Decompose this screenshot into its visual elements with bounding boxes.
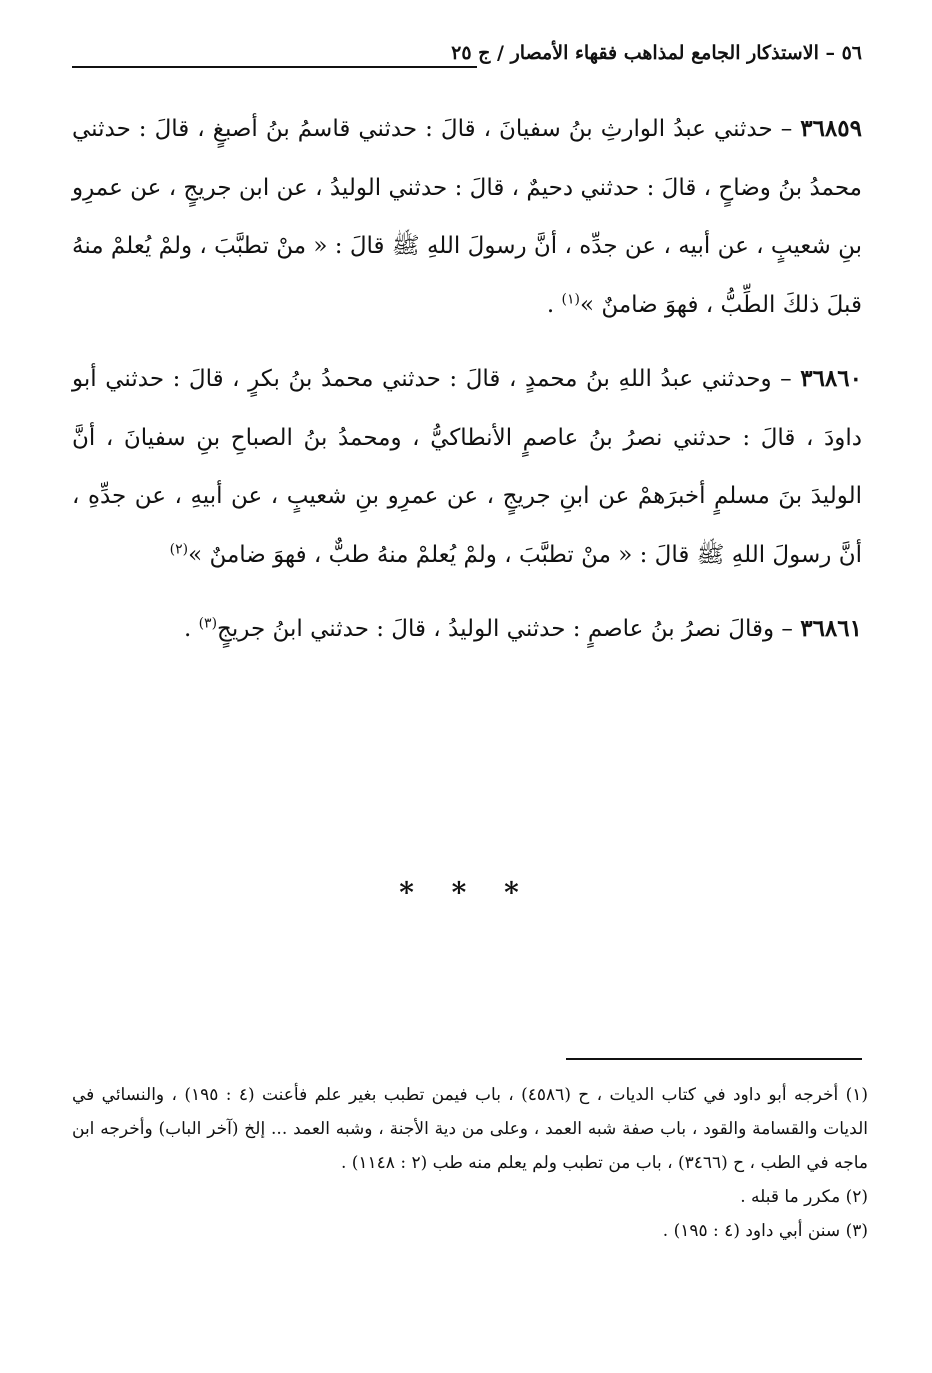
- header-rule: [72, 66, 477, 68]
- section-separator: * * *: [399, 876, 533, 909]
- footnote-reference: (٣): [198, 615, 218, 632]
- main-text: [72, 100, 862, 675]
- hadith-paragraph: [72, 600, 862, 659]
- footnote-reference: (١): [561, 290, 580, 307]
- hadith-paragraph: [72, 350, 862, 584]
- footnotes: [72, 1078, 868, 1248]
- footnote: (٢) مكرر ما قبله .: [740, 1187, 868, 1207]
- footnote-reference: (٢): [169, 540, 189, 557]
- hadith-text: – حدثني عبدُ الوارثِ بنُ سفيانَ ، قالَ : حدثني قاسمُ بنُ أصبغٍ ، قالَ : حدثني محمدُ بنُ وضاحٍ ، قالَ : حدثني دحيمٌ ، قالَ : حدثني الوليدُ ، عن ابن جريجٍ ، عن عمرِو بنِ شعيبٍ ، عن أبيه ، عن جدِّه ، أنَّ رسولَ اللهِ ﷺ قالَ : « منْ تطبَّبَ ، ولمْ يُعلمْ منهُ قبلَ ذلكَ الطِّبُّ ، فهوَ ضامنٌ »: [72, 116, 862, 318]
- hadith-text: – وحدثني عبدُ اللهِ بنُ محمدٍ ، قالَ : حدثني محمدُ بنُ بكرٍ ، قالَ : حدثني أبو داودَ ، قالَ : حدثني نصرُ بنُ عاصمٍ الأنطاكيُّ ، ومحمدُ بنُ الصباحِ بنِ سفيانَ ، أنَّ الوليدَ بنَ مسلمٍ أخبرَهمْ عن ابنِ جريجٍ ، عن عمرِو بنِ شعيبٍ ، عن أبيهِ ، عن جدِّهِ ، أنَّ رسولَ اللهِ ﷺ قالَ : « منْ تطبَّبَ ، ولمْ يُعلمْ منهُ طبٌّ ، فهوَ ضامنٌ »: [72, 366, 862, 568]
- hadith-number: ٣٦٨٦١: [800, 615, 862, 642]
- hadith-paragraph: [72, 100, 862, 334]
- footnote-rule: [566, 1058, 862, 1060]
- hadith-text: – وقالَ نصرُ بنُ عاصمٍ : حدثني الوليدُ ، قالَ : حدثني ابنُ جريجٍ: [217, 616, 801, 642]
- footnote: (١) أخرجه أبو داود في كتاب الديات ، ح (٤٥٨٦) ، باب فيمن تطبب بغير علم فأعنت (٤ : ١٩٥) ، والنسائي في الديات والقسامة والقود ، باب صفة شبه العمد ، وعلى من دية الأجنة ، وشبه العمد ... إلخ (آخر الباب) وأخرجه ابن ماجه في الطب ، ح (٣٤٦٦) ، باب من تطبب ولم يعلم منه طب (٢ : ١١٤٨) .: [72, 1085, 868, 1173]
- running-header: ٥٦ – الاستذكار الجامع لمذاهب فقهاء الأمصار / ج ٢٥: [451, 42, 862, 64]
- hadith-number: ٣٦٨٥٩: [800, 115, 862, 142]
- hadith-end: .: [183, 616, 199, 642]
- footnote: (٣) سنن أبي داود (٤ : ١٩٥) .: [662, 1221, 868, 1241]
- hadith-number: ٣٦٨٦٠: [800, 365, 862, 392]
- page-header: [72, 42, 862, 72]
- hadith-end: .: [546, 291, 562, 318]
